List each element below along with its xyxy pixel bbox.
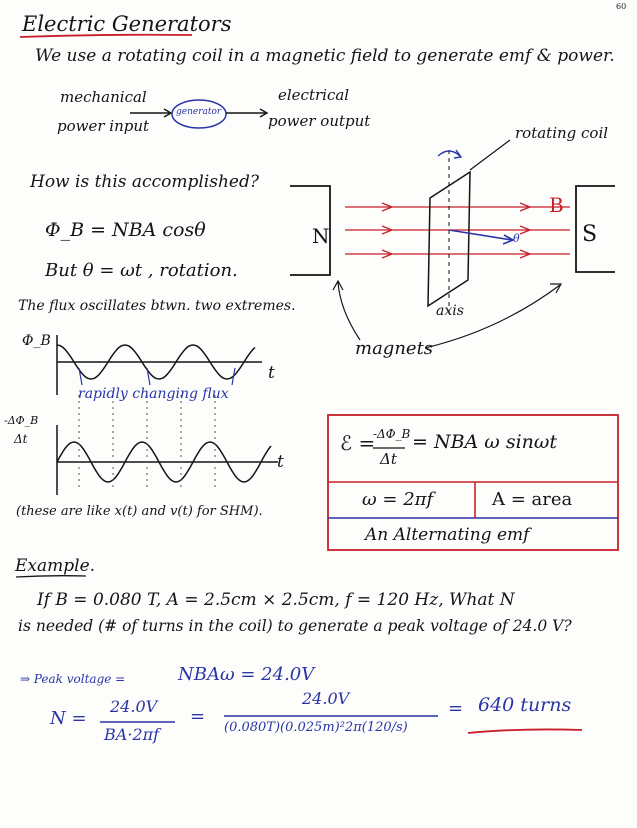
theta-label: θ <box>513 232 520 245</box>
graph1-note: rapidly changing flux <box>78 386 229 402</box>
area-normal-vector <box>449 230 512 240</box>
theta-equation: But θ = ωt , rotation. <box>45 260 238 281</box>
north-label: N <box>312 224 330 248</box>
answer: 640 turns <box>478 694 572 716</box>
emf-lhs: ℰ = <box>340 431 376 455</box>
emf-denominator: Δt <box>380 450 397 468</box>
shm-note: (these are like x(t) and v(t) for SHM). <box>16 504 263 519</box>
peak-prefix: ⇒ Peak voltage = <box>20 672 126 686</box>
coil-pointer <box>470 140 510 170</box>
field-label: B <box>549 193 564 217</box>
rotating-coil-label: rotating coil <box>515 124 609 142</box>
n-denominator: BA·2πf <box>104 725 160 744</box>
graph1-ylabel: Φ_B <box>22 333 51 349</box>
example-label: Example. <box>15 556 96 576</box>
question-text: How is this accomplished? <box>30 172 259 192</box>
graph2-ylabel-num: -ΔΦ_B <box>4 414 39 427</box>
axis-label: axis <box>436 303 464 319</box>
emf-caption: An Alternating emf <box>365 525 530 545</box>
equals-sign-1: = <box>190 706 206 727</box>
graph1-xlabel: t <box>268 363 275 383</box>
field-lines <box>345 203 570 258</box>
omega-equation: ω = 2πf <box>362 489 434 510</box>
magnets-label: magnets <box>355 338 434 359</box>
flow-input-line1: mechanical <box>60 88 147 106</box>
example-line1: If B = 0.080 T, A = 2.5cm × 2.5cm, f = 120 Hz, What N <box>37 590 515 610</box>
n-numerator: 24.0V <box>110 697 158 716</box>
graph2-xlabel: t <box>277 452 284 472</box>
flux-equation: Φ_B = NBA cosθ <box>45 219 206 241</box>
n-lhs: N = <box>50 708 87 729</box>
emf-rhs: = NBA ω sinωt <box>412 431 558 453</box>
intro-text: We use a rotating coil in a magnetic field to generate emf & power. <box>35 46 615 66</box>
n2-denominator: (0.080T)(0.025m)²2π(120/s) <box>224 720 408 735</box>
example-line2: is needed (# of turns in the coil) to generate a peak voltage of 24.0 V? <box>18 617 572 635</box>
magnet-pointer-n <box>338 282 360 340</box>
area-equation: A = area <box>492 489 573 510</box>
flow-input-line2: power input <box>57 117 150 135</box>
flow-output-line1: electrical <box>278 86 350 104</box>
page-number: 60 <box>616 2 627 11</box>
south-label: S <box>582 222 598 247</box>
emf-numerator: -ΔΦ_B <box>373 427 411 441</box>
flow-output-line2: power output <box>268 112 371 130</box>
equals-sign-2: = <box>448 698 464 719</box>
flux-note: The flux oscillates btwn. two extremes. <box>18 298 296 314</box>
page-title: Electric Generators <box>22 12 232 36</box>
graph2-ylabel-den: Δt <box>14 432 28 446</box>
answer-underline <box>468 729 582 733</box>
n2-numerator: 24.0V <box>302 689 350 708</box>
peak-equation: NBAω = 24.0V <box>178 664 315 685</box>
flow-generator-label: generator <box>176 107 222 117</box>
